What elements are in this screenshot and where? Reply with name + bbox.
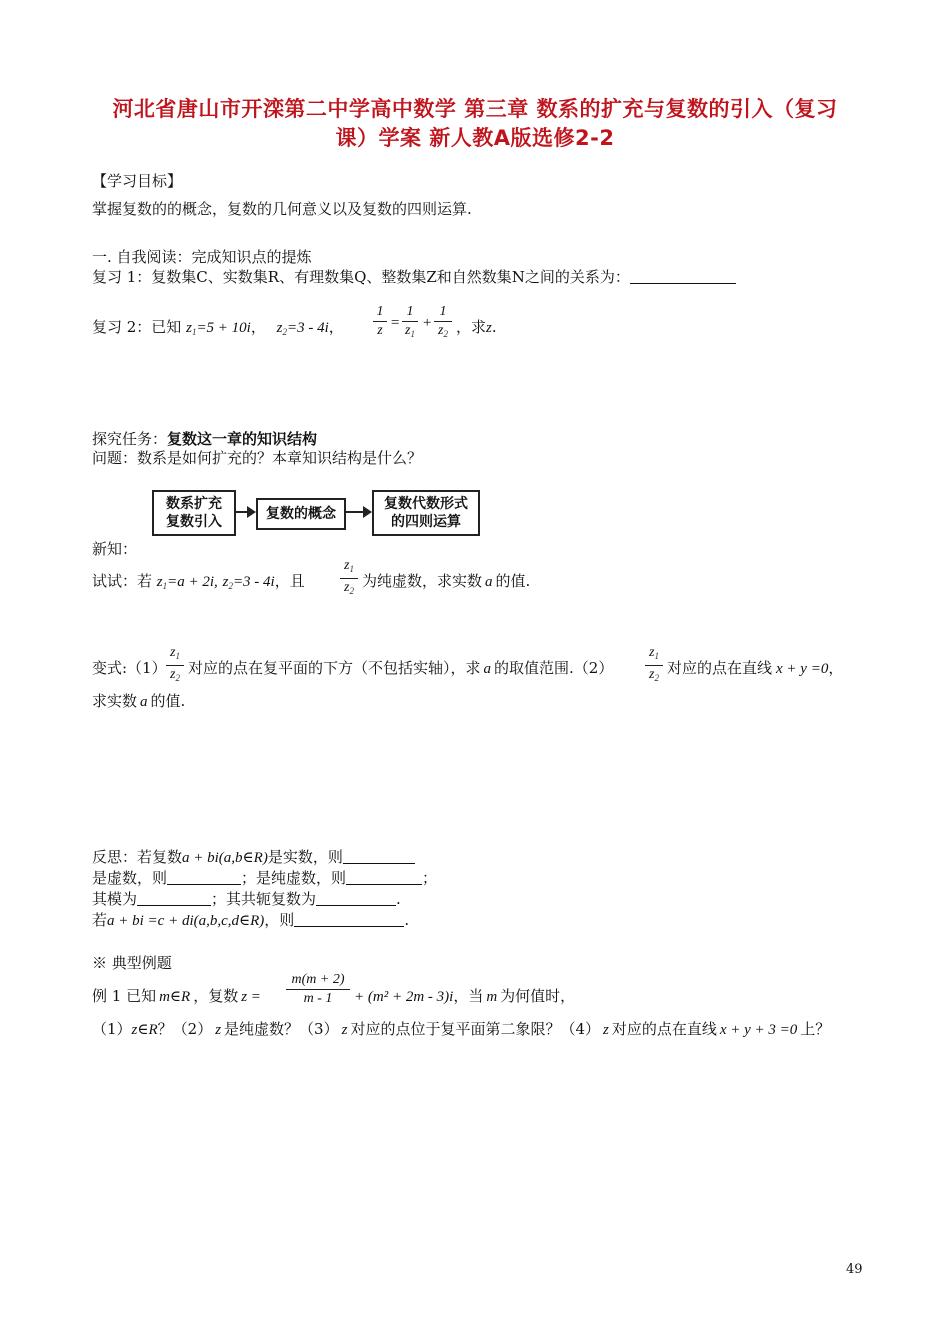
reflection-line3 [92,888,401,909]
review2-z2-expr: =3 - 4i [286,320,329,336]
example1-numerator: m(m + 2) [291,972,345,987]
reflection-r4-prefix: 若 [92,911,108,929]
reflection-r2c: ； [422,869,438,887]
example1-mid: ，复数 [193,987,239,1005]
flow-box-3-line2: 的四则运算 [391,514,461,530]
reflection-r1-expr: a + bi(a,b∈R) [182,850,268,866]
objective-text: 掌握复数的的概念，复数的几何意义以及复数的四则运算. [92,200,472,218]
reflection-r4-suffix: ，则 [264,911,295,929]
example1-fraction [286,972,350,1007]
variant-line2 [92,690,185,711]
explore-task [92,428,317,449]
trial-var: a [485,574,493,590]
reflection-blank-imaginary[interactable] [167,870,241,885]
review2-tail [456,316,497,337]
trial-end: 的值. [495,572,531,590]
example1-q1: （1） [92,1020,132,1038]
variant-line-expr: x + y =0 [776,661,829,677]
new-knowledge-label: 新知： [92,540,138,558]
example1-tail: + (m² + 2m - 3)i [354,989,454,1005]
reflection-r2a: 是虚数，则 [92,869,168,887]
example1-q2-expr: z [215,1022,222,1038]
variant-part2: 对应的点在直线 [667,659,773,677]
reflection-blank-modulus[interactable] [137,891,211,906]
trial-z2: $z_2$ [222,574,233,591]
example1-prefix-line [92,985,261,1006]
variant-frac-2: $z_1$ $z_2$ [645,645,663,686]
variant-part1: 对应的点在复平面的下方（不包括实轴），求 [188,659,481,677]
review2-z1: $z_1$ [186,320,197,337]
example1-end: 为何值时， [500,987,576,1005]
review2-frac-1-over-z2: 1 $z_2$ [434,304,452,342]
flow-box-3 [372,490,480,536]
variant-line2-text: 求实数 [92,692,138,710]
review2-frac-1-over-z: 1 z [373,304,387,339]
reflection-line2 [92,867,437,888]
trial-z1-expr: =a + 2i, [167,574,218,590]
flow-box-2 [256,498,346,530]
example1-denominator: m - 1 [303,991,333,1006]
trial-line [92,570,305,591]
variant-part2-line [667,657,843,678]
example1-questions [92,1018,830,1039]
review2-eq: = [390,315,401,331]
example1-q3: 是纯虚数？（3） [224,1020,339,1038]
reflection-r4-expr: a + bi =c + di(a,b,c,d∈R) [107,913,265,929]
reflection-r3c: . [396,890,401,908]
example1-tail-line [354,985,575,1006]
review2-end: . [491,318,497,336]
variant-part2-end: ， [828,659,844,677]
variant-line2-end: 的值. [150,692,186,710]
variant-part1-line [188,657,613,678]
explore-task-title: 复数这一章的知识结构 [167,430,318,448]
reflection-r3b: ；其共轭复数为 [211,890,317,908]
variant-prefix: 变式:（1） [92,659,167,677]
flow-arrow-2 [344,511,370,513]
flow-arrow-1 [234,511,254,513]
review2-z2: $z_2$ [276,320,287,337]
example1-q5: 对应的点在直线 [611,1020,717,1038]
review2-z: z [486,320,492,336]
reflection-blank-real[interactable] [343,849,415,864]
trial-z2-expr: =3 - 4i [232,574,275,590]
example1-q1-expr: z∈R [131,1022,158,1038]
review2-plus: + [422,315,433,331]
example1-q2: ？（2） [157,1020,213,1038]
reflection-blank-equal[interactable] [294,912,404,927]
trial-mid: ，且 [274,572,305,590]
example1-q4-expr: z [602,1022,609,1038]
explore-question: 问题：数系是如何扩充的？本章知识结构是什么？ [92,449,423,467]
review2-z1-expr: =5 + 10i [196,320,251,336]
review2-line: 复习 2：已知 $z_1=5 + 10i$， $z_2=3 - 4i$， [92,318,344,337]
page-number: 49 [846,1262,863,1277]
flow-box-3-line1: 复数代数形式 [384,496,468,512]
review1 [92,266,736,287]
flow-box-1-line2: 复数引入 [166,514,222,530]
explore-task-label: 探究任务： [92,430,168,448]
review1-text: 复习 1：复数集C、实数集R、有理数集Q、整数集Z和自然数集N之间的关系为： [92,268,630,286]
reflection-line4 [92,909,409,930]
trial-z1: $z_1$ [156,574,168,591]
document-title-line2: 课）学案 新人教A版选修2-2 [335,126,615,150]
variant-var: a [483,661,492,677]
reflection-line1 [92,846,415,867]
trial-tail [362,570,530,591]
flow-box-1 [152,490,236,536]
trial-frac-z1-z2: $z_1$ $z_2$ [340,558,358,599]
example1-q4: 对应的点位于复平面第二象限？（4） [350,1020,600,1038]
reflection-r1-prefix: 反思：若复数 [92,848,183,866]
review1-blank[interactable] [630,269,736,284]
variant-line2-var: a [140,694,148,710]
reflection-r2b: ；是纯虚数，则 [241,869,347,887]
example1-q6: 上？ [800,1020,831,1038]
objective-heading: 【学习目标】 [92,172,183,190]
flow-box-1-line1: 数系扩充 [166,496,222,512]
review2-prefix: 复习 2：已知 [92,318,182,336]
example1-z: z = [241,989,261,1005]
trial-prefix: 试试：若 [92,572,153,590]
reflection-blank-pure-imaginary[interactable] [346,870,422,885]
example1-suffix: ，当 [453,987,484,1005]
reflection-blank-conjugate[interactable] [316,891,396,906]
reflection-r1-suffix: 是实数，则 [267,848,343,866]
review2-frac-1-over-z1: 1 $z_1$ [402,304,418,342]
section1-heading: 一. 自我阅读：完成知识点的提炼 [92,248,312,266]
reflection-r3a: 其模为 [92,890,138,908]
variant-frac-1: $z_1$ $z_2$ [166,645,184,686]
example1-var: m [486,989,498,1005]
document-title-line1: 河北省唐山市开滦第二中学高中数学 第三章 数系的扩充与复数的引入（复习 [112,97,838,121]
example1-q5-expr: x + y + 3 =0 [719,1022,798,1038]
examples-heading: ※ 典型例题 [92,954,172,972]
flow-box-2-line1: 复数的概念 [266,506,336,522]
reflection-r4-end: . [404,911,410,929]
example1-prefix: 例 1 已知 [92,987,157,1005]
example1-q3-expr: z [341,1022,348,1038]
trial-suffix: 为纯虚数，求实数 [362,572,483,590]
example1-m: m∈R [159,989,191,1005]
variant-part1-end: 的取值范围.（2） [494,659,614,677]
review2-suffix: ，求 [456,318,487,336]
